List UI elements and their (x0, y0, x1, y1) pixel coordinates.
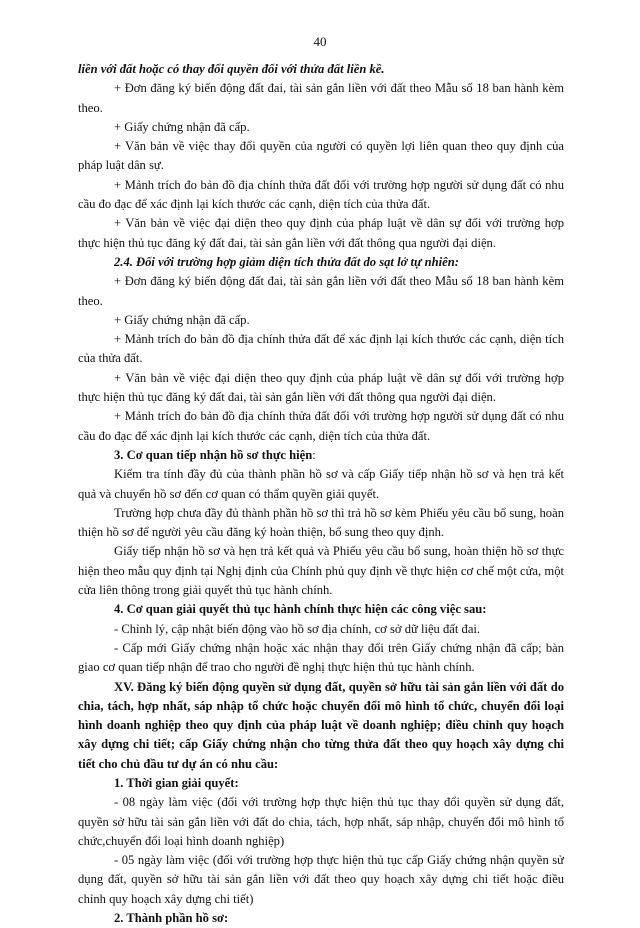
paragraph: + Đơn đăng ký biến động đất đai, tài sản gắn liền với đất theo Mẫu số 18 ban hành kèm theo. (78, 81, 564, 115)
chapter-heading: XV. Đăng ký biến động quyền sử dụng đất, quyền sở hữu tài sản gắn liền với đất do chia, tách, hợp nhất, sáp nhập tổ chức hoặc chuyển đổi mô hình tổ chức, chuyển đổi loại hình doanh nghiệp theo quy định của pháp luật về doanh nghiệp; điều chỉnh quy hoạch xây dựng chi tiết; cấp Giấy chứng nhận cho từng thửa đất theo quy hoạch xây dựng chi tiết cho chủ đầu tư dự án có nhu cầu: (78, 679, 564, 771)
paragraph: - 05 ngày làm việc (đối với trường hợp thực hiện thủ tục cấp Giấy chứng nhận quyền sử dụng đất, quyền sở hữu tài sản gắn liền với đất theo quy hoạch xây dựng chi tiết hoặc điều chỉnh quy hoạch xây dựng chi tiết) (78, 853, 564, 906)
page-number: 40 (313, 34, 327, 49)
paragraph: Giấy tiếp nhận hồ sơ và hẹn trả kết quả và Phiếu yêu cầu bổ sung, hoàn thiện hồ sơ thực hiện theo mẫu quy định tại Nghị định của Chính phủ quy định về thực hiện cơ chế một cửa, một cửa liên thông trong giải quyết thủ tục hành chính. (78, 544, 564, 598)
paragraph: - 08 ngày làm việc (đối với trường hợp thực hiện thủ tục thay đổi quyền sử dụng đất, quyền sở hữu tài sản gắn liền với đất do chia, tách, hợp nhất, sáp nhập, chuyển đổi mô hình tổ chức,chuyển đổi loại hình doanh nghiệp) (78, 795, 564, 848)
paragraph: Trường hợp chưa đầy đủ thành phần hồ sơ thì trả hồ sơ kèm Phiếu yêu cầu bổ sung, hoàn thiện hồ sơ để người yêu cầu đăng ký hoàn thiện, bổ sung theo quy định. (78, 505, 564, 540)
paragraph: + Văn bản về việc đại diện theo quy định của pháp luật về dân sự đối với trường hợp thực hiện thủ tục đăng ký đất đai, tài sản gắn liền với đất thông qua người đại diện. (78, 216, 564, 250)
section-heading: 1. Thời gian giải quyết: (114, 775, 239, 790)
heading-text: 3. Cơ quan tiếp nhận hồ sơ thực hiện (114, 447, 313, 462)
paragraph: + Văn bản về việc thay đổi quyền của người có quyền lợi liên quan theo quy định của pháp luật dân sự. (78, 139, 564, 173)
paragraph: + Mảnh trích đo bản đồ địa chính thửa đất đối với trường hợp người sử dụng đất có nhu cầu đo đạc để xác định lại kích thước các cạnh, diện tích của thửa đất. (78, 409, 564, 443)
paragraph: + Mảnh trích đo bản đồ địa chính thửa đất đối với trường hợp người sử dụng đất có nhu cầu đo đạc để xác định lại kích thước các cạnh, diện tích của thửa đất. (78, 177, 564, 212)
paragraph: + Mảnh trích đo bản đồ địa chính thửa đất để xác định lại kích thước các cạnh, diện tích của thửa đất. (78, 332, 564, 366)
section-heading (78, 446, 564, 465)
paragraph: - Cấp mới Giấy chứng nhận hoặc xác nhận thay đổi trên Giấy chứng nhận đã cấp; bàn giao cơ quan tiếp nhận để trao cho người đề nghị thực hiện thủ tục hành chính. (78, 640, 564, 675)
paragraph: + Văn bản về việc đại diện theo quy định của pháp luật về dân sự đối với trường hợp thực hiện thủ tục đăng ký đất đai, tài sản gắn liền với đất thông qua người đại diện. (78, 370, 564, 405)
paragraph: + Giấy chứng nhận đã cấp. (114, 119, 250, 134)
paragraph: + Giấy chứng nhận đã cấp. (114, 312, 250, 327)
section-heading: 2.4. Đối với trường hợp giảm diện tích thửa đất do sạt lở tự nhiên: (114, 254, 459, 269)
document-body (78, 60, 564, 928)
paragraph: + Đơn đăng ký biến động đất đai, tài sản gắn liền với đất theo Mẫu số 18 ban hành kèm theo. (78, 274, 564, 308)
section-heading: 2. Thành phần hồ sơ: (114, 911, 229, 926)
section-heading: 4. Cơ quan giải quyết thủ tục hành chính thực hiện các công việc sau: (114, 602, 487, 617)
heading-suffix: : (312, 447, 316, 462)
paragraph: Kiểm tra tính đầy đủ của thành phần hồ sơ và cấp Giấy tiếp nhận hồ sơ và hẹn trả kết quả và chuyển hồ sơ đến cơ quan có thẩm quyền giải quyết. (78, 467, 564, 501)
paragraph: - Chỉnh lý, cập nhật biến động vào hồ sơ địa chính, cơ sở dữ liệu đất đai. (114, 621, 481, 636)
paragraph: liền với đất hoặc có thay đổi quyền đối với thửa đất liền kề. (78, 62, 385, 76)
